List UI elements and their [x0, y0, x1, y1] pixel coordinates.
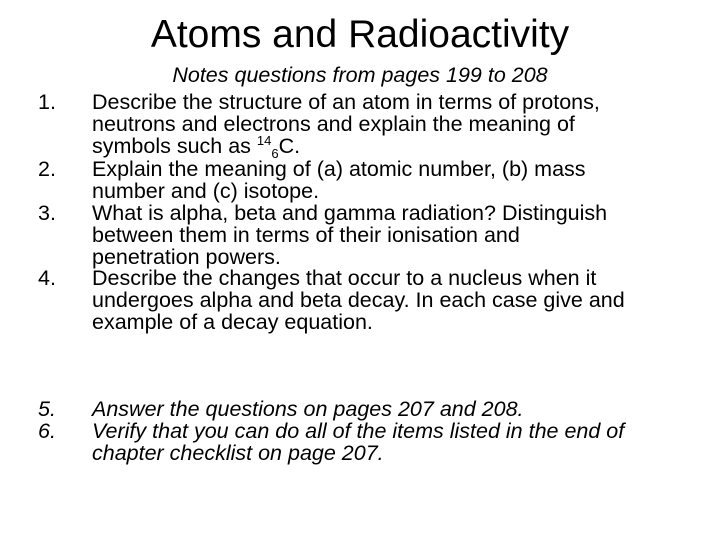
question-number: 4.	[38, 266, 56, 291]
task-number: 6.	[38, 418, 56, 443]
question-line: Describe the changes that occur to a nucleus when it	[92, 266, 597, 291]
symbol-suffix: .	[294, 133, 301, 158]
slide-subtitle: Notes questions from pages 199 to 208	[172, 63, 548, 87]
task-item-5	[0, 399, 720, 421]
question-item-1	[0, 92, 720, 159]
questions-list	[0, 92, 720, 334]
question-line: example of a decay equation.	[92, 309, 373, 334]
question-line: undergoes alpha and beta decay. In each case give and	[92, 288, 625, 313]
task-line: Verify that you can do all of the items listed in the end of	[92, 418, 625, 443]
question-number: 3.	[38, 200, 56, 225]
question-line: number and (c) isotope.	[92, 179, 320, 204]
mass-number-superscript: 14	[256, 132, 272, 148]
question-line: between them in terms of their ionisation and	[92, 222, 520, 247]
tasks-list	[0, 399, 720, 464]
element-symbol: C	[278, 133, 295, 158]
question-line: penetration powers.	[92, 244, 281, 269]
question-item-2	[0, 159, 720, 203]
question-line: Explain the meaning of (a) atomic number, (b) mass	[92, 157, 586, 182]
question-item-3	[0, 200, 720, 269]
question-number: 1.	[38, 90, 56, 114]
symbol-prefix: symbols such as	[92, 133, 257, 158]
task-line: Answer the questions on pages 207 and 208.	[92, 397, 524, 421]
slide-title: Atoms and Radioactivity	[150, 13, 570, 56]
atomic-number-subscript: 6	[271, 145, 279, 161]
question-number: 2.	[38, 157, 56, 182]
task-item-6	[0, 418, 720, 465]
question-line: neutrons and electrons and explain the meaning of	[92, 111, 575, 136]
isotope-symbol-line	[92, 132, 720, 161]
question-line: What is alpha, beta and gamma radiation? Distinguish	[92, 200, 608, 225]
question-item-4	[0, 268, 720, 333]
task-number: 5.	[38, 397, 56, 421]
task-line: chapter checklist on page 207.	[92, 440, 384, 465]
question-line: Describe the structure of an atom in terms of protons,	[92, 90, 600, 114]
